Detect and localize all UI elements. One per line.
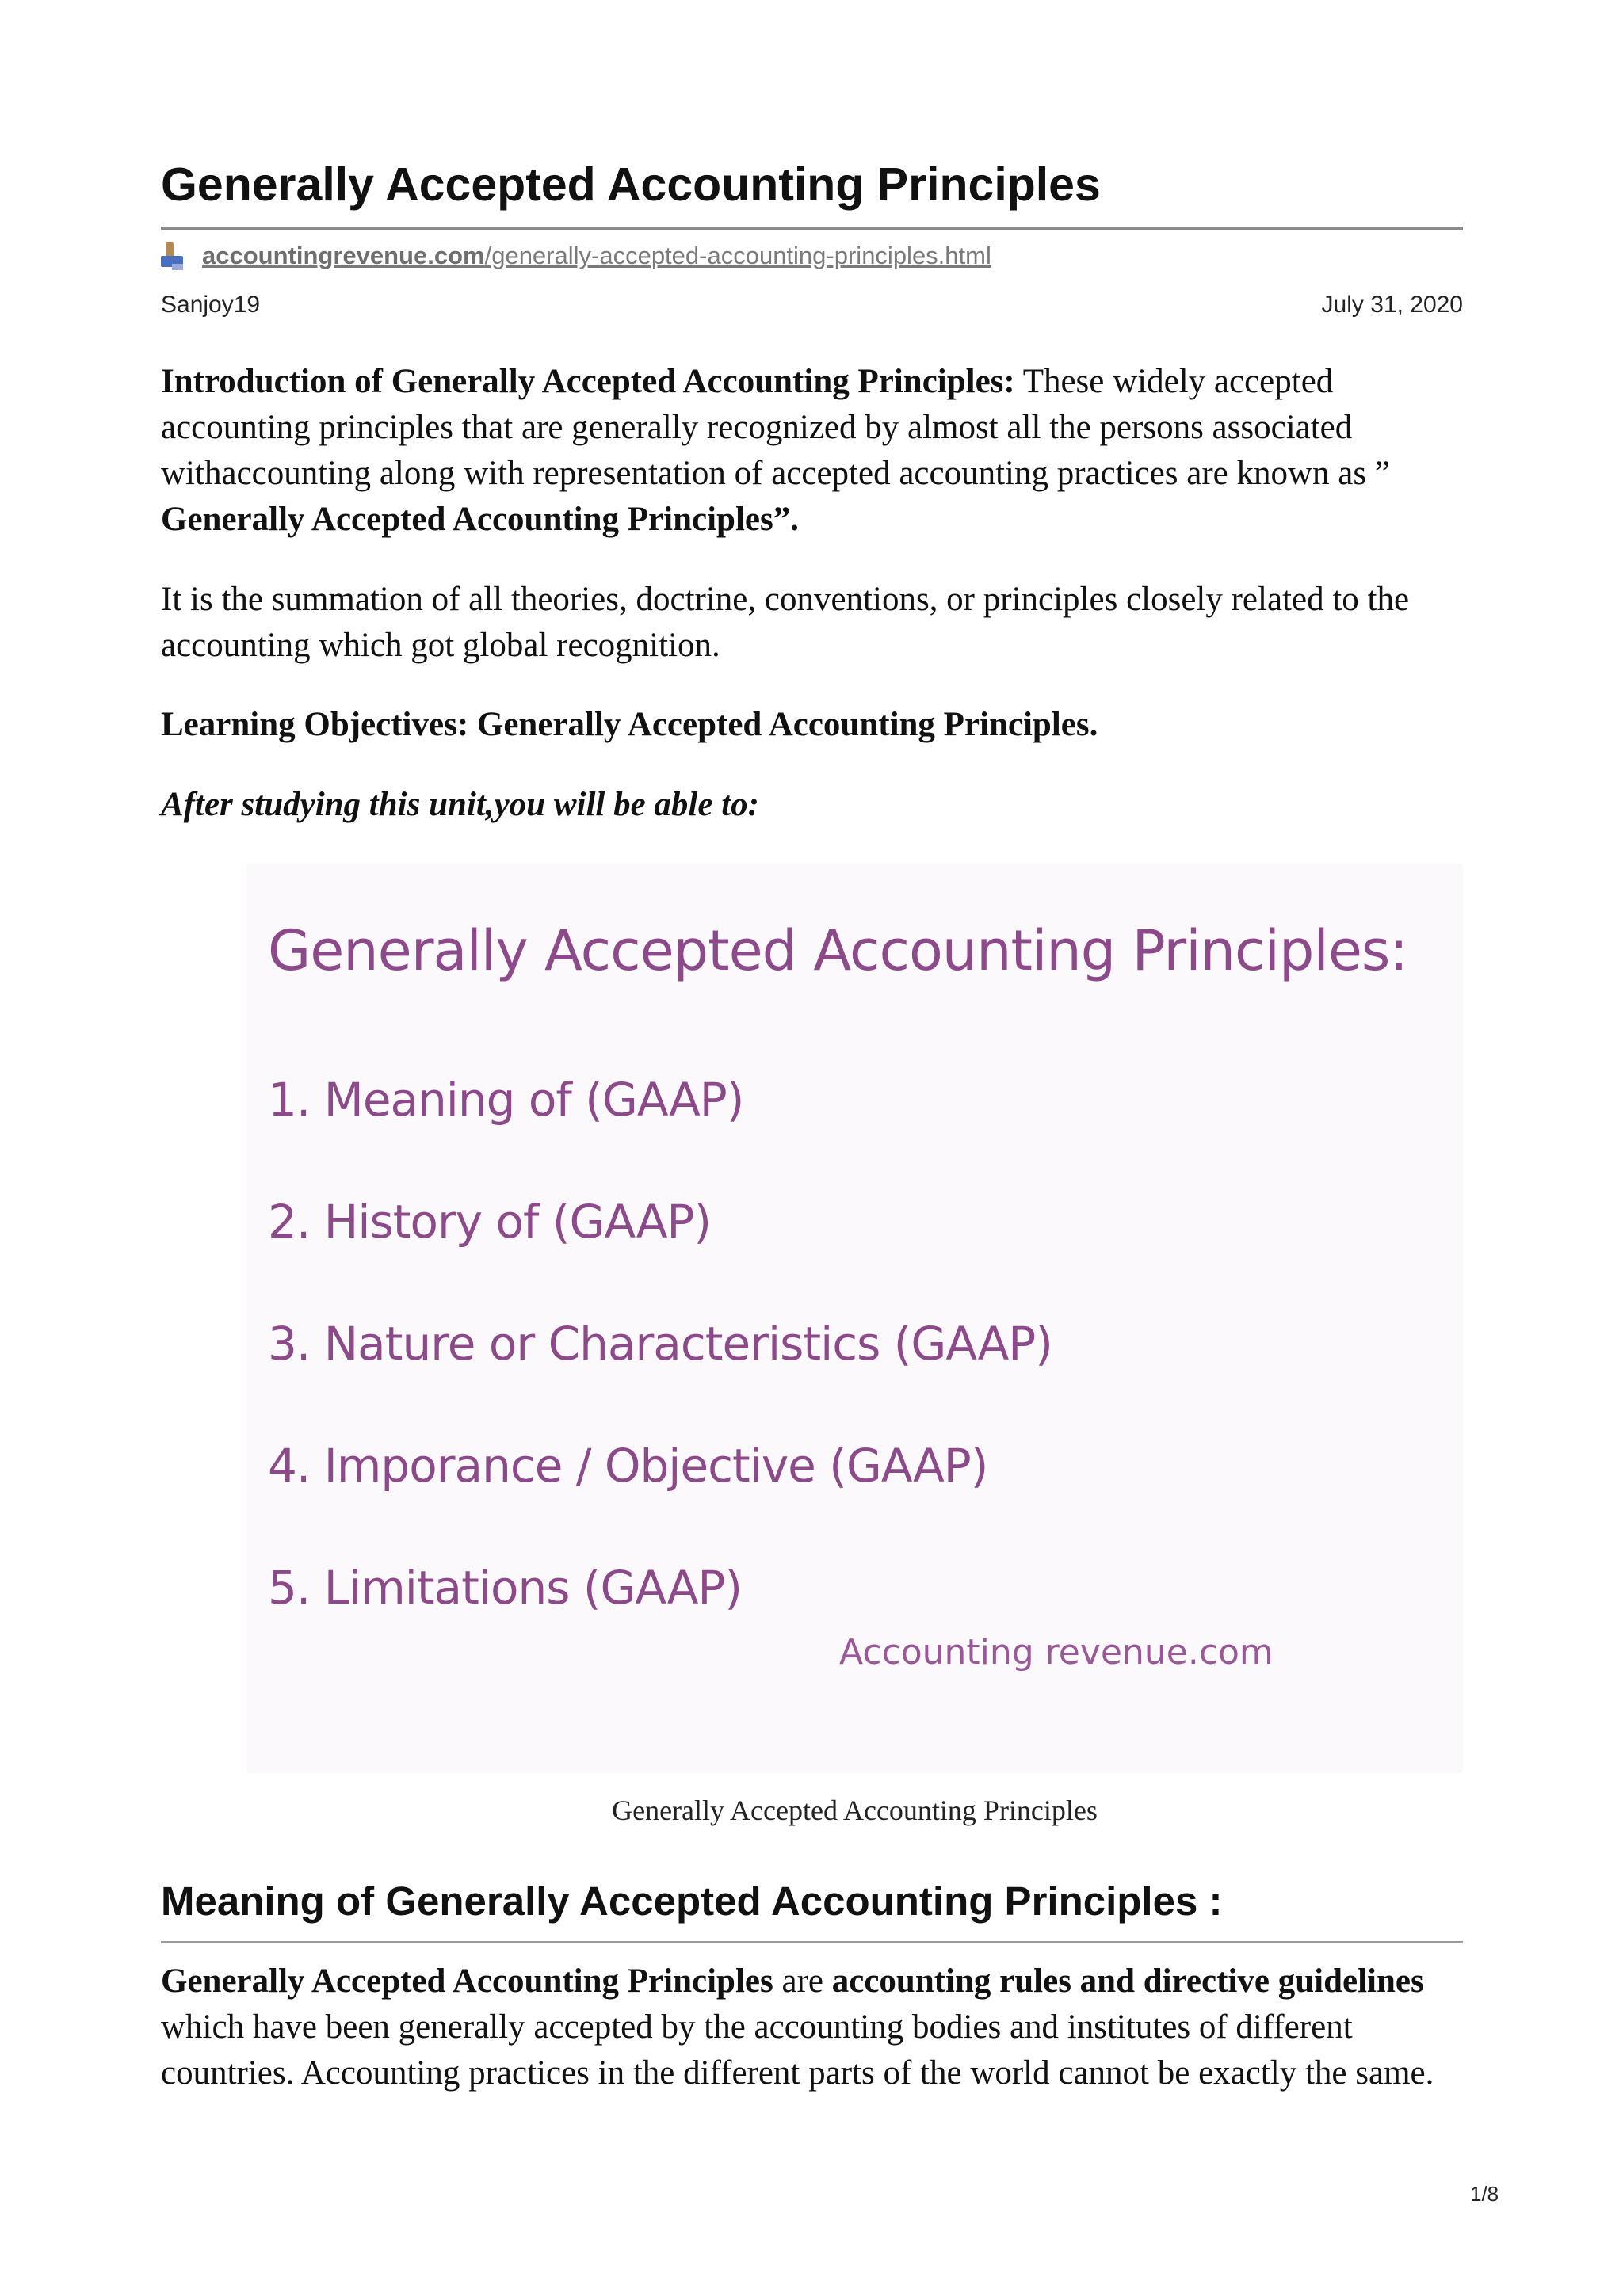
meaning-text-2: which have been generally accepted by the accounting bodies and institutes of different countries. Accounting practices in the different parts of the world cannot be exactly the same. <box>161 2008 1434 2092</box>
page-number: 1/8 <box>1470 2182 1499 2206</box>
meaning-text-1: are <box>773 1962 832 2000</box>
source-link-row <box>161 238 991 274</box>
figure-heading: Generally Accepted Accounting Principles: <box>268 918 1407 983</box>
figure-watermark: Accounting revenue.com <box>839 1632 1274 1672</box>
figure-topic-list <box>268 1070 1052 1680</box>
author-name: Sanjoy19 <box>161 292 261 318</box>
after-studying-text: After studying this unit,you will be able to: <box>161 786 759 823</box>
publish-date: July 31, 2020 <box>1321 292 1463 318</box>
section-divider <box>161 1941 1463 1943</box>
figure-topic-item: 5. Limitations (GAAP) <box>268 1561 742 1615</box>
meaning-section-heading: Meaning of Generally Accepted Accounting Principles : <box>161 1878 1223 1924</box>
figure-caption: Generally Accepted Accounting Principles <box>612 1794 1098 1826</box>
title-divider <box>161 227 1463 230</box>
figure-topic-item: 4. Imporance / Objective (GAAP) <box>268 1439 988 1493</box>
site-favicon-icon <box>161 240 185 272</box>
article-meta <box>161 292 1463 323</box>
meaning-bold-term: Generally Accepted Accounting Principles <box>161 1962 773 2000</box>
meaning-paragraph <box>161 1958 1463 2096</box>
intro-paragraph <box>161 359 1463 543</box>
intro-lead: Introduction of Generally Accepted Accounting Principles: <box>161 363 1015 400</box>
intro-emphasis: Generally Accepted Accounting Principles”. <box>161 501 799 538</box>
source-domain: accountingrevenue.com <box>202 242 485 269</box>
learning-objectives-heading: Learning Objectives: Generally Accepted Accounting Principles. <box>161 706 1098 743</box>
page-title: Generally Accepted Accounting Principles <box>161 158 1101 211</box>
figure-topic-item: 1. Meaning of (GAAP) <box>268 1073 744 1127</box>
source-path: /generally-accepted-accounting-principles.html <box>484 242 991 269</box>
intro-text: These widely accepted accounting principles that are generally recognized by almost all the persons associated withaccounting along with representation of accepted accounting practices are known as ” <box>161 363 1390 492</box>
figure-topic-item: 2. History of (GAAP) <box>268 1195 712 1249</box>
summation-paragraph: It is the summation of all theories, doctrine, conventions, or principles closely related to the accounting which got global recognition. <box>161 581 1410 664</box>
gaap-figure-image <box>246 864 1463 1773</box>
meaning-bold-rules: accounting rules and directive guidelines <box>831 1962 1424 2000</box>
source-url-link[interactable] <box>202 242 991 270</box>
figure-topic-item: 3. Nature or Characteristics (GAAP) <box>268 1317 1052 1371</box>
